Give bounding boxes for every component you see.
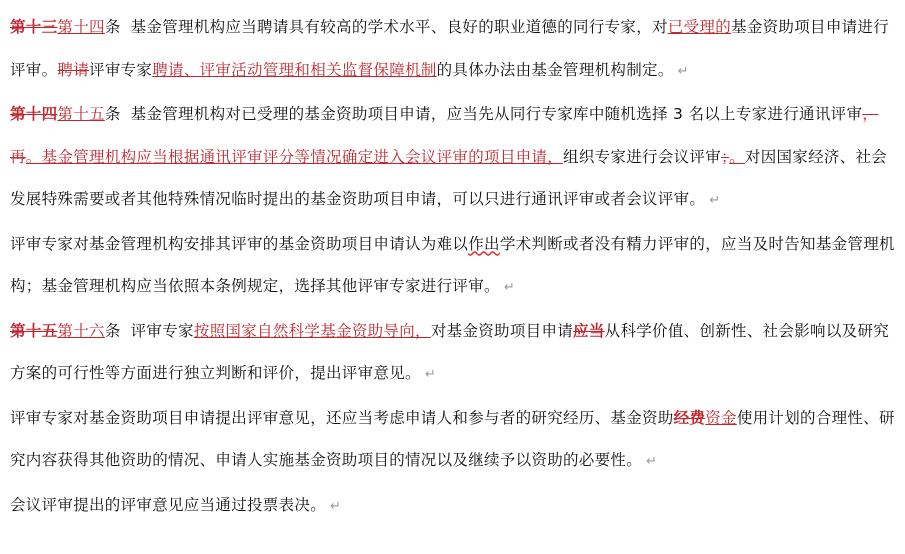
- text-segment: 评审专家对基金资助项目申请提出评审意见，还应当考虑申请人和参与者的研究经历、基金资助: [10, 408, 674, 427]
- article-suffix: 条: [104, 18, 121, 36]
- paragraph-mark-icon: ↵: [677, 63, 689, 79]
- deleted-article-number: 第十三: [10, 18, 58, 36]
- review-considerations-paragraph: [10, 397, 895, 484]
- deleted-article-number: 第十五: [10, 321, 58, 340]
- text-segment: 基金管理机构对已受理的基金资助项目申请，应当先从同行专家库中随机选择 3 名以上专家进行通讯评审: [130, 105, 863, 123]
- article-14-paragraph: [10, 6, 895, 93]
- paragraph-mark-icon: ↵: [646, 454, 658, 469]
- paragraph-mark-icon: ↵: [503, 280, 516, 295]
- text-segment: 组织专家进行会议评审: [563, 147, 722, 166]
- inserted-text: 。: [729, 147, 745, 166]
- deleted-article-number: 第十四: [10, 105, 58, 123]
- text-segment: 评审专家对基金管理机构安排其评审的基金资助项目申请认为难以: [10, 234, 469, 253]
- spellcheck-flagged-text: 作出: [468, 234, 500, 253]
- text-segment: 基金资助项目申请进行评审。: [10, 18, 890, 79]
- text-segment: 对基金资助项目申请: [430, 321, 574, 340]
- text-segment: 学术判断或者没有精力评审的，应当及时告知基金管理机构；基金管理机构应当依照本条例规定，选择其他评审专家进行评审。: [10, 234, 895, 295]
- text-segment: 对因国家经济、社会发展特殊需要或者其他特殊情况临时提出的基金资助项目申请，可以只进行通讯评审或者会议评审。: [10, 147, 888, 208]
- text-segment: 评审专家: [130, 321, 194, 340]
- inserted-text: 聘请、评审活动管理和相关监督保障机制: [152, 60, 437, 79]
- voting-paragraph: [10, 484, 895, 529]
- text-segment: 从科学价值、创新性、社会影响以及研究方案的可行性等方面进行独立判断和评价，提出评审意见。: [10, 321, 890, 382]
- deleted-text: 应当: [573, 321, 605, 340]
- text-segment: 评审专家: [89, 60, 153, 79]
- inserted-article-number: 第十六: [57, 321, 105, 340]
- reviewer-recusal-paragraph: [10, 223, 895, 310]
- article-15-paragraph: [10, 93, 895, 223]
- deleted-text: 经费: [673, 408, 706, 427]
- inserted-text: 已受理的: [667, 18, 732, 36]
- text-segment: 会议评审提出的评审意见应当通过投票表决。: [10, 495, 327, 514]
- article-suffix: 条: [104, 321, 121, 340]
- deleted-text: ，再: [10, 105, 879, 166]
- article-suffix: 条: [104, 105, 121, 123]
- inserted-text: 按照国家自然科学基金资助导向，: [193, 321, 431, 340]
- inserted-article-number: 第十五: [57, 105, 105, 123]
- paragraph-mark-icon: ↵: [709, 193, 721, 208]
- inserted-text: 。基金管理机构应当根据通讯评审评分等情况确定进入会议评审的项目申请，: [25, 147, 564, 166]
- article-16-paragraph: [10, 310, 895, 397]
- paragraph-mark-icon: ↵: [424, 367, 437, 382]
- paragraph-mark-icon: ↵: [330, 498, 342, 514]
- text-segment: 基金管理机构应当聘请具有较高的学术水平、良好的职业道德的同行专家，对: [130, 18, 668, 36]
- deleted-text: 聘请: [57, 60, 90, 79]
- text-segment: 的具体办法由基金管理机构制定。: [436, 60, 674, 79]
- text-segment: 使用计划的合理性、研究内容获得其他资助的情况、申请人实施基金资助项目的情况以及继续予以资助的必要性。: [10, 408, 895, 469]
- deleted-text: ；: [721, 147, 730, 166]
- inserted-article-number: 第十四: [57, 18, 105, 36]
- inserted-text: 资金: [705, 408, 737, 427]
